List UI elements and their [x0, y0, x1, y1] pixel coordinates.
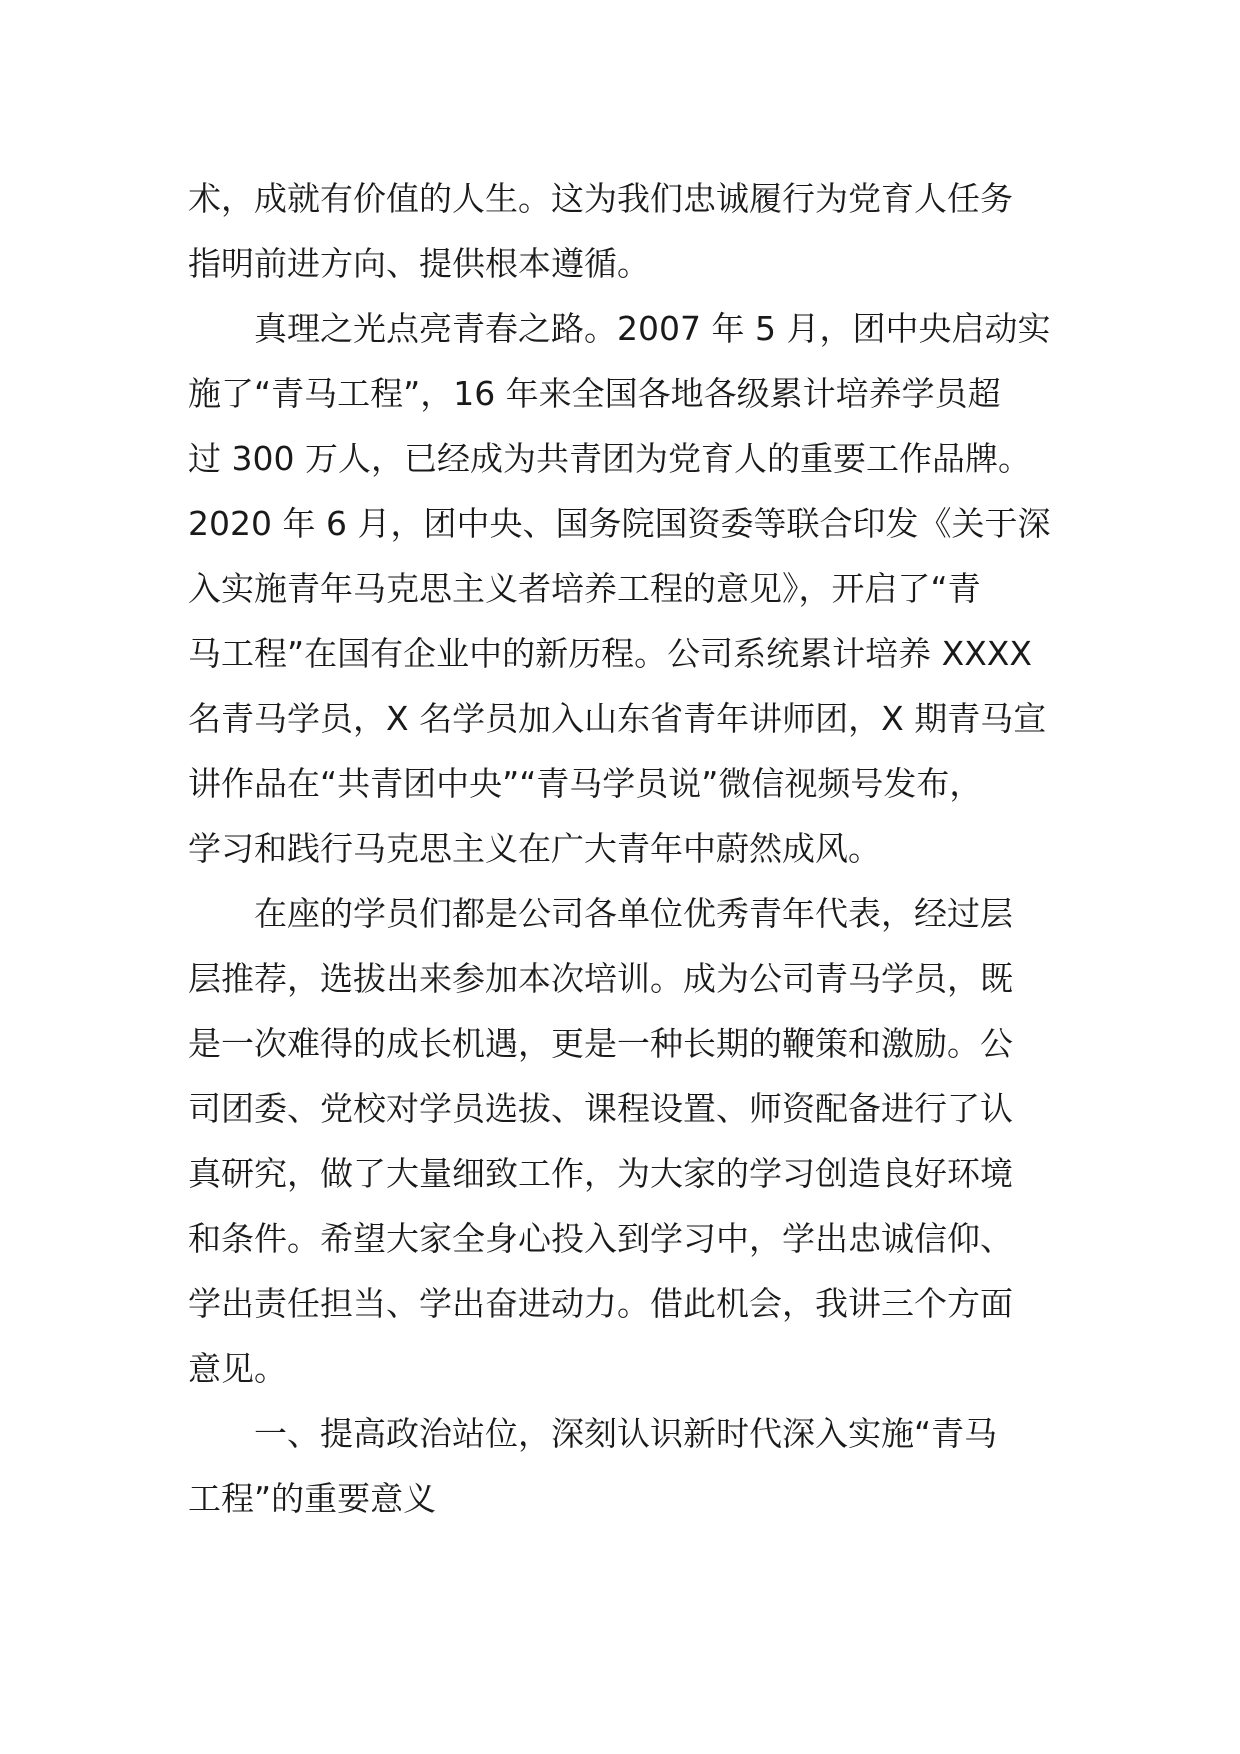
- text-line: 意见。: [188, 1349, 287, 1388]
- text-line: 和条件。希望大家全身心投入到学习中，学出忠诚信仰、: [188, 1219, 1013, 1258]
- text-line: 马工程”在国有企业中的新历程。公司系统累计培养 XXXX: [188, 634, 1033, 673]
- text-line: 层推荐，选拔出来参加本次培训。成为公司青马学员，既: [188, 959, 1013, 998]
- section-heading: 工程”的重要意义: [188, 1479, 437, 1518]
- body-text: [188, 166, 1068, 1531]
- text-line: 真理之光点亮青春之路。2007 年 5 月，团中央启动实: [254, 309, 1051, 348]
- text-line: 学习和践行马克思主义在广大青年中蔚然成风。: [188, 829, 881, 868]
- text-line: 施了“青马工程”，16 年来全国各地各级累计培养学员超: [188, 374, 1001, 413]
- text-line: 学出责任担当、学出奋进动力。借此机会，我讲三个方面: [188, 1284, 1013, 1323]
- text-line: 2020 年 6 月，团中央、国务院国资委等联合印发《关于深: [188, 504, 1051, 543]
- text-line: 讲作品在“共青团中央”“青马学员说”微信视频号发布，: [188, 764, 983, 803]
- text-line: 在座的学员们都是公司各单位优秀青年代表，经过层: [254, 894, 1013, 933]
- text-line: 真研究，做了大量细致工作，为大家的学习创造良好环境: [188, 1154, 1013, 1193]
- section-heading: 一、提高政治站位，深刻认识新时代深入实施“青马: [254, 1414, 998, 1453]
- text-line: 司团委、党校对学员选拔、课程设置、师资配备进行了认: [188, 1089, 1013, 1128]
- text-line: 入实施青年马克思主义者培养工程的意见》，开启了“青: [188, 569, 981, 608]
- text-line: 术，成就有价值的人生。这为我们忠诚履行为党育人任务: [188, 179, 1013, 218]
- text-line: 名青马学员，X 名学员加入山东省青年讲师团，X 期青马宣: [188, 699, 1047, 738]
- text-line: 是一次难得的成长机遇，更是一种长期的鞭策和激励。公: [188, 1024, 1013, 1063]
- text-line: 指明前进方向、提供根本遵循。: [188, 244, 650, 283]
- text-line: 过 300 万人，已经成为共青团为党育人的重要工作品牌。: [188, 439, 1031, 478]
